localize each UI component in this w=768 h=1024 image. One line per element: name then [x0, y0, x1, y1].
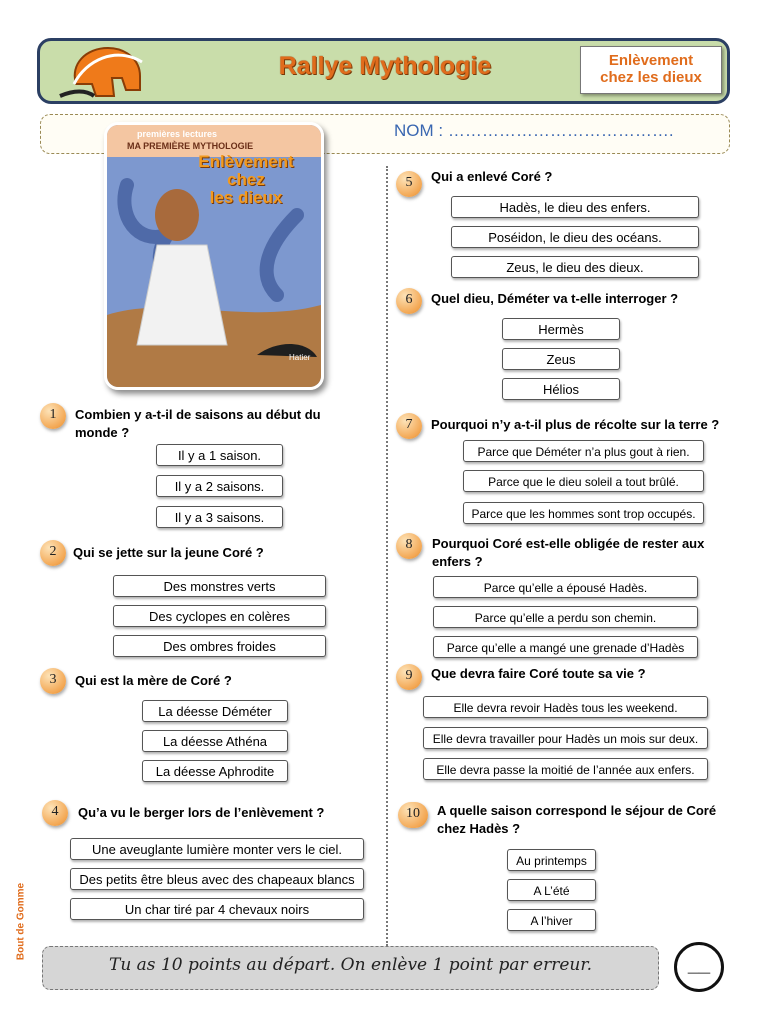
question-number-badge: 4	[42, 800, 68, 826]
question-number-badge: 2	[40, 540, 66, 566]
spartan-helmet-icon	[56, 40, 148, 104]
book-title-line-2: chez	[227, 170, 265, 189]
q7-option-b[interactable]: Parce que le dieu soleil a tout brûlé.	[463, 470, 704, 492]
q2-option-b[interactable]: Des cyclopes en colères	[113, 605, 326, 627]
brand-text: Bout de Gomme	[15, 882, 27, 961]
q9-option-a[interactable]: Elle devra revoir Hadès tous les weekend.	[423, 696, 708, 718]
q2-option-c[interactable]: Des ombres froides	[113, 635, 326, 657]
tag-line-1: Enlèvement	[608, 52, 694, 69]
question-7-text: Pourquoi n’y a-t-il plus de récolte sur la terre ?	[431, 417, 720, 432]
question-2-text: Qui se jette sur la jeune Coré ?	[73, 545, 264, 560]
question-3-text: Qui est la mère de Coré ?	[75, 673, 232, 688]
q4-option-c[interactable]: Un char tiré par 4 chevaux noirs	[70, 898, 364, 920]
question-1-text: Combien y a-t-il de saisons au début du monde ?	[75, 407, 321, 440]
question-number-badge: 7	[396, 413, 422, 439]
q5-option-b[interactable]: Poséidon, le dieu des océans.	[451, 226, 699, 248]
q9-option-c[interactable]: Elle devra passe la moitié de l’année aux enfers.	[423, 758, 708, 780]
q8-option-b[interactable]: Parce qu’elle a perdu son chemin.	[433, 606, 698, 628]
q3-option-a[interactable]: La déesse Déméter	[142, 700, 288, 722]
book-series-2: MA PREMIÈRE MYTHOLOGIE	[127, 141, 254, 151]
q4-option-b[interactable]: Des petits être bleus avec des chapeaux blancs	[70, 868, 364, 890]
q2-option-a[interactable]: Des monstres verts	[113, 575, 326, 597]
book-cover	[104, 122, 324, 390]
question-number-badge: 10	[398, 802, 428, 828]
q6-option-a[interactable]: Hermès	[502, 318, 620, 340]
question-10-text: A quelle saison correspond le séjour de Coré chez Hadès ?	[437, 803, 717, 836]
q4-option-a[interactable]: Une aveuglante lumière monter vers le ciel.	[70, 838, 364, 860]
score-circle[interactable]: __	[674, 942, 724, 992]
q10-option-c[interactable]: A l’hiver	[507, 909, 596, 931]
book-title	[191, 153, 301, 207]
q7-option-a[interactable]: Parce que Déméter n’a plus gout à rien.	[463, 440, 704, 462]
question-4-text: Qu’a vu le berger lors de l’enlèvement ?	[78, 805, 325, 820]
q9-option-b[interactable]: Elle devra travailler pour Hadès un mois sur deux.	[423, 727, 708, 749]
q3-option-b[interactable]: La déesse Athéna	[142, 730, 288, 752]
tag-line-2: chez les dieux	[600, 69, 702, 86]
q7-option-c[interactable]: Parce que les hommes sont trop occupés.	[463, 502, 704, 524]
q5-option-c[interactable]: Zeus, le dieu des dieux.	[451, 256, 699, 278]
footer-instructions: Tu as 10 points au départ. On enlève 1 point par erreur.	[108, 955, 593, 975]
q1-option-b[interactable]: Il y a 2 saisons.	[156, 475, 283, 497]
question-9-text: Que devra faire Coré toute sa vie ?	[431, 666, 646, 681]
book-title-tag	[580, 46, 722, 94]
question-number-badge: 6	[396, 288, 422, 314]
column-divider	[386, 166, 388, 946]
q6-option-c[interactable]: Hélios	[502, 378, 620, 400]
name-field[interactable]: NOM : ………………………………….	[394, 121, 674, 140]
q8-option-a[interactable]: Parce qu’elle a épousé Hadès.	[433, 576, 698, 598]
question-8-text: Pourquoi Coré est-elle obligée de rester aux enfers ?	[432, 536, 705, 569]
book-title-line-3: les dieux	[209, 188, 283, 207]
q10-option-a[interactable]: Au printemps	[507, 849, 596, 871]
q1-option-c[interactable]: Il y a 3 saisons.	[156, 506, 283, 528]
question-number-badge: 1	[40, 403, 66, 429]
question-number-badge: 5	[396, 171, 422, 197]
q5-option-a[interactable]: Hadès, le dieu des enfers.	[451, 196, 699, 218]
question-5-text: Qui a enlevé Coré ?	[431, 169, 553, 184]
question-number-badge: 3	[40, 668, 66, 694]
question-number-badge: 8	[396, 533, 422, 559]
brand-logo	[6, 876, 34, 986]
q6-option-b[interactable]: Zeus	[502, 348, 620, 370]
question-number-badge: 9	[396, 664, 422, 690]
q10-option-b[interactable]: A L’été	[507, 879, 596, 901]
book-series: premières lectures	[137, 129, 218, 139]
book-title-line-1: Enlèvement	[198, 152, 294, 171]
q3-option-c[interactable]: La déesse Aphrodite	[142, 760, 288, 782]
question-6-text: Quel dieu, Déméter va t-elle interroger ?	[431, 291, 679, 306]
page-title: Rallye Mythologie	[278, 52, 492, 80]
book-publisher: Hatier	[289, 353, 311, 362]
q1-option-a[interactable]: Il y a 1 saison.	[156, 444, 283, 466]
q8-option-c[interactable]: Parce qu’elle a mangé une grenade d’Hadès	[433, 636, 698, 658]
